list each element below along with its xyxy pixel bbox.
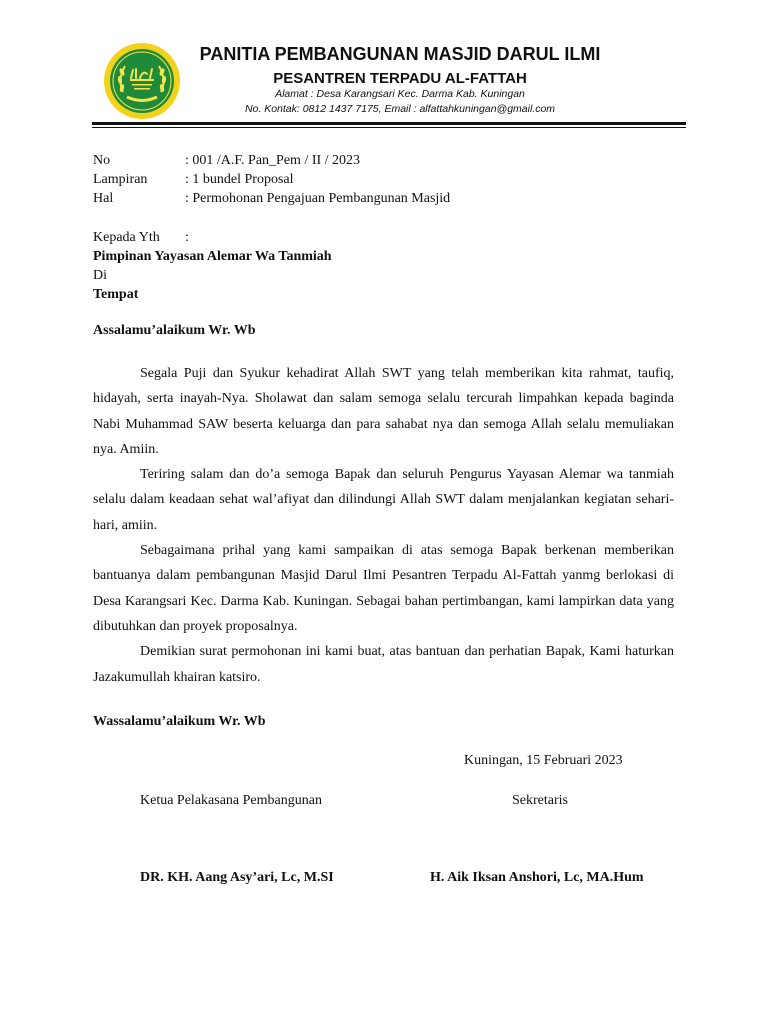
body-paragraph: Segala Puji dan Syukur kehadirat Allah SWT yang telah memberikan kita rahmat, taufiq, hidayah, serta inayah-Nya. Sholawat dan salam semoga selalu tercurah limpahkan kepada baginda Nabi Muhammad SAW beserta keluarga dan para sahabat nya dan semoga Allah selalu memuliakan nya. Amiin. bbox=[93, 366, 674, 457]
meta-label: No bbox=[93, 153, 111, 168]
recipient-label: Kepada Yth bbox=[93, 230, 160, 245]
letterhead-divider-thick bbox=[92, 122, 686, 125]
meta-label: Hal bbox=[93, 191, 114, 206]
recipient-block bbox=[93, 228, 332, 304]
closing-greeting: Wassalamu’alaikum Wr. Wb bbox=[93, 714, 266, 729]
opening-greeting: Assalamu’alaikum Wr. Wb bbox=[93, 323, 256, 338]
signatory-role-secretary: Sekretaris bbox=[512, 793, 568, 808]
place-date: Kuningan, 15 Februari 2023 bbox=[464, 753, 623, 768]
recipient-name: Pimpinan Yayasan Alemar Wa Tanmiah bbox=[93, 249, 332, 264]
meta-row-subject bbox=[93, 189, 450, 208]
meta-value: : 001 /A.F. Pan_Pem / II / 2023 bbox=[185, 153, 361, 168]
letter-body bbox=[93, 361, 674, 690]
letterhead-contact: No. Kontak: 0812 1437 7175, Email : alfattahkuningan@gmail.com bbox=[244, 103, 556, 115]
signatory-name-chairman: DR. KH. Aang Asy’ari, Lc, M.SI bbox=[140, 870, 334, 885]
meta-value: : Permohonan Pengajuan Pembangunan Masjid bbox=[185, 191, 451, 206]
body-paragraph: Sebagaimana prihal yang kami sampaikan di atas semoga Bapak berkenan memberikan bantuanya dalam pembangunan Masjid Darul Ilmi Pesantren Terpadu Al-Fattah yanmg berlokasi di Desa Karangsari Kec. Darma Kab. Kuningan. Sebagai bahan pertimbangan, kami lampirkan data yang dibutuhkan dan proyek proposalnya. bbox=[93, 543, 674, 634]
meta-row-attachment bbox=[93, 170, 450, 189]
recipient-di: Di bbox=[93, 268, 107, 283]
signatory-name-secretary: H. Aik Iksan Anshori, Lc, MA.Hum bbox=[430, 870, 644, 885]
letterhead-divider-thin bbox=[92, 127, 686, 128]
meta-value: : 1 bundel Proposal bbox=[185, 172, 294, 187]
letterhead-address: Alamat : Desa Karangsari Kec. Darma Kab. Kuningan bbox=[275, 88, 525, 100]
recipient-salutation bbox=[93, 228, 332, 247]
letter-meta bbox=[93, 151, 450, 208]
signatory-role-chairman: Ketua Pelakasana Pembangunan bbox=[140, 793, 322, 808]
letterhead-subtitle: PESANTREN TERPADU AL-FATTAH bbox=[273, 70, 527, 87]
recipient-place: Tempat bbox=[93, 287, 139, 302]
body-paragraph: Teriring salam dan do’a semoga Bapak dan seluruh Pengurus Yayasan Alemar wa tanmiah selalu dalam keadaan sehat wal’afiyat dan dilindungi Allah SWT dalam menjalankan kegiatan sehari-hari, amiin. bbox=[93, 467, 674, 533]
pesantren-emblem-icon bbox=[103, 42, 181, 120]
letterhead-title: PANITIA PEMBANGUNAN MASJID DARUL ILMI bbox=[199, 44, 601, 64]
recipient-colon: : bbox=[185, 230, 189, 245]
meta-label: Lampiran bbox=[93, 172, 148, 187]
body-paragraph: Demikian surat permohonan ini kami buat, atas bantuan dan perhatian Bapak, Kami haturkan Jazakumullah khairan katsiro. bbox=[93, 644, 674, 685]
meta-row-number bbox=[93, 151, 450, 170]
letterhead bbox=[0, 0, 768, 130]
